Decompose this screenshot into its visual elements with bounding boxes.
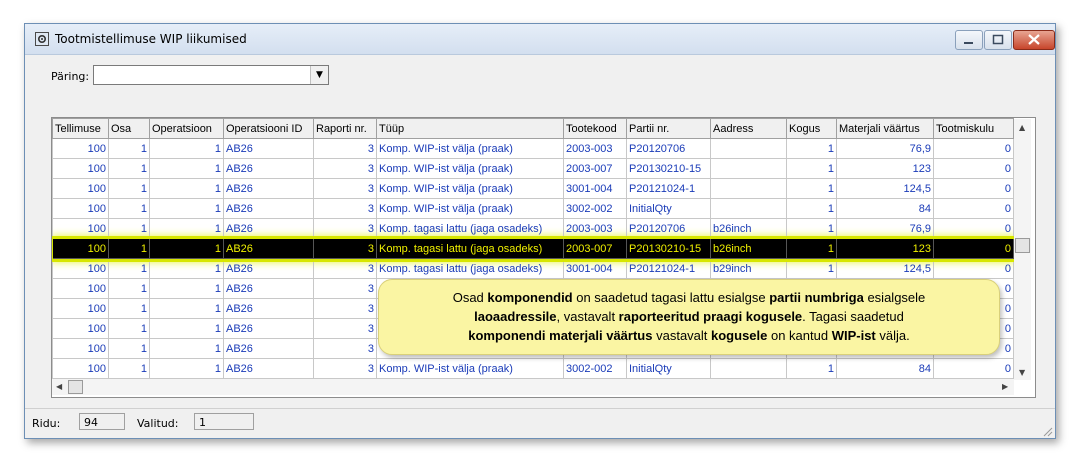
- table-cell: AB26: [224, 319, 314, 339]
- table-cell: 1: [787, 359, 837, 379]
- table-cell: 3: [314, 339, 377, 359]
- table-cell: [711, 359, 787, 379]
- table-cell: 2003-003: [564, 139, 627, 159]
- table-cell: 1: [109, 199, 150, 219]
- table-cell: 1: [150, 159, 224, 179]
- column-header[interactable]: Osa: [109, 119, 150, 139]
- table-cell: 2003-003: [564, 219, 627, 239]
- table-cell: 0: [934, 279, 1014, 299]
- table-cell: 1: [150, 299, 224, 319]
- table-cell: 100: [53, 219, 109, 239]
- status-bar: [25, 408, 1055, 439]
- table-cell: P20121024-1: [627, 259, 711, 279]
- vertical-scrollbar[interactable]: [1014, 119, 1031, 380]
- close-icon: [1014, 31, 1054, 49]
- table-cell: 1: [109, 319, 150, 339]
- table-cell: 1: [109, 139, 150, 159]
- table-cell: 0: [934, 239, 1014, 259]
- table-cell: b29inch: [711, 259, 787, 279]
- callout-line-1: Osad komponendid on saadetud tagasi lattu esialgse partii numbriga esialgsele: [452, 290, 926, 305]
- table-cell: 1: [150, 359, 224, 379]
- table-row[interactable]: [53, 259, 1014, 279]
- table-cell: AB26: [224, 359, 314, 379]
- query-label: Päring:: [51, 70, 90, 83]
- scroll-down-icon[interactable]: ▼: [1019, 368, 1026, 377]
- table-cell: 3: [314, 279, 377, 299]
- table-cell: 1: [150, 219, 224, 239]
- table-cell: 0: [934, 179, 1014, 199]
- table-cell: 1: [787, 139, 837, 159]
- table-cell: AB26: [224, 339, 314, 359]
- scroll-up-icon[interactable]: ▲: [1019, 123, 1026, 132]
- table-cell: 3: [314, 179, 377, 199]
- table-cell: 0: [934, 299, 1014, 319]
- resize-grip-icon[interactable]: [1041, 425, 1053, 437]
- table-cell: 1: [109, 339, 150, 359]
- table-cell: 3: [314, 139, 377, 159]
- explanation-callout: [378, 279, 1000, 355]
- column-header[interactable]: Operatsiooni ID: [224, 119, 314, 139]
- vertical-scroll-thumb[interactable]: [1015, 238, 1030, 253]
- table-cell: 0: [934, 219, 1014, 239]
- table-cell: 3: [314, 359, 377, 379]
- table-cell: 0: [934, 199, 1014, 219]
- table-cell: 1: [109, 159, 150, 179]
- table-cell: 1: [150, 199, 224, 219]
- table-cell: [711, 179, 787, 199]
- table-cell: b26inch: [711, 239, 787, 259]
- table-cell: 3: [314, 239, 377, 259]
- table-cell: 0: [934, 159, 1014, 179]
- column-header[interactable]: Materjali väärtus: [837, 119, 934, 139]
- scroll-right-icon[interactable]: ▶: [1002, 382, 1009, 391]
- callout-line-3: komponendi materjali väärtus vastavalt kogusele on kantud WIP-ist välja.: [468, 328, 910, 343]
- column-header[interactable]: Kogus: [787, 119, 837, 139]
- table-cell: 0: [934, 139, 1014, 159]
- table-row[interactable]: [53, 359, 1014, 379]
- title-bar: [25, 24, 1055, 55]
- table-cell: Komp. tagasi lattu (jaga osadeks): [377, 259, 564, 279]
- wip-movements-grid: [51, 117, 1036, 398]
- table-cell: 2003-007: [564, 159, 627, 179]
- table-cell: 3002-002: [564, 359, 627, 379]
- table-cell: 100: [53, 319, 109, 339]
- table-cell: 1: [787, 159, 837, 179]
- selected-count: 1: [194, 413, 254, 430]
- table-cell: 3: [314, 299, 377, 319]
- table-row[interactable]: [53, 179, 1014, 199]
- table-cell: 1: [787, 199, 837, 219]
- table-cell: 100: [53, 179, 109, 199]
- table-cell: Komp. WIP-ist välja (praak): [377, 359, 564, 379]
- table-cell: 123: [837, 159, 934, 179]
- callout-line-2: laoaadressile, vastavalt raporteeritud praagi kogusele. Tagasi saadetud: [474, 309, 904, 324]
- table-cell: AB26: [224, 179, 314, 199]
- table-cell: 1: [787, 259, 837, 279]
- table-cell: 1: [150, 339, 224, 359]
- table-cell: 3: [314, 319, 377, 339]
- table-cell: 1: [109, 279, 150, 299]
- window-title: Tootmistellimuse WIP liikumised: [55, 32, 247, 46]
- table-cell: 100: [53, 259, 109, 279]
- table-cell: P20120706: [627, 139, 711, 159]
- table-cell: 100: [53, 139, 109, 159]
- table-cell: InitialQty: [627, 199, 711, 219]
- table-row[interactable]: [53, 219, 1014, 239]
- horizontal-scrollbar[interactable]: [52, 379, 1014, 395]
- table-row[interactable]: [53, 139, 1014, 159]
- table-row-selected[interactable]: [53, 239, 1014, 259]
- table-cell: 1: [150, 239, 224, 259]
- table-cell: 3: [314, 199, 377, 219]
- table-cell: 1: [150, 319, 224, 339]
- table-cell: 3002-002: [564, 199, 627, 219]
- table-cell: 1: [150, 259, 224, 279]
- table-cell: 1: [109, 359, 150, 379]
- minimize-icon: [956, 31, 982, 49]
- table-cell: 3: [314, 259, 377, 279]
- table-cell: 1: [109, 299, 150, 319]
- rows-label: Ridu:: [32, 417, 61, 430]
- table-cell: 123: [837, 239, 934, 259]
- column-header[interactable]: Partii nr.: [627, 119, 711, 139]
- table-cell: 100: [53, 279, 109, 299]
- column-header[interactable]: Tüüp: [377, 119, 564, 139]
- table-cell: 1: [150, 279, 224, 299]
- table-row[interactable]: [53, 159, 1014, 179]
- column-header[interactable]: Raporti nr.: [314, 119, 377, 139]
- table-cell: 0: [934, 339, 1014, 359]
- table-cell: Komp. tagasi lattu (jaga osadeks): [377, 239, 564, 259]
- maximize-icon: [985, 31, 1011, 49]
- table-cell: AB26: [224, 219, 314, 239]
- table-cell: 1: [787, 239, 837, 259]
- table-row[interactable]: [53, 199, 1014, 219]
- table-header: [53, 119, 1014, 139]
- table-cell: 2003-007: [564, 239, 627, 259]
- table-cell: 1: [109, 259, 150, 279]
- column-header[interactable]: Operatsioon: [150, 119, 224, 139]
- table-cell: 84: [837, 359, 934, 379]
- column-header[interactable]: Tellimuse: [53, 119, 109, 139]
- table-cell: 1: [109, 179, 150, 199]
- table-cell: 0: [934, 359, 1014, 379]
- table-cell: [711, 199, 787, 219]
- table-cell: 100: [53, 299, 109, 319]
- scroll-left-icon[interactable]: ◀: [56, 382, 63, 391]
- table-cell: P20130210-15: [627, 159, 711, 179]
- table-cell: [711, 139, 787, 159]
- table-cell: AB26: [224, 199, 314, 219]
- table-cell: 1: [787, 179, 837, 199]
- table-cell: InitialQty: [627, 359, 711, 379]
- table-cell: 76,9: [837, 219, 934, 239]
- table-cell: [711, 159, 787, 179]
- table-cell: AB26: [224, 139, 314, 159]
- table-cell: 84: [837, 199, 934, 219]
- table-cell: Komp. WIP-ist välja (praak): [377, 139, 564, 159]
- close-button[interactable]: [1013, 30, 1055, 50]
- table-cell: Komp. WIP-ist välja (praak): [377, 199, 564, 219]
- horizontal-scroll-thumb[interactable]: [68, 380, 83, 394]
- table-cell: 3: [314, 219, 377, 239]
- chevron-down-icon[interactable]: ▼: [310, 66, 328, 84]
- table-cell: 0: [934, 319, 1014, 339]
- window-gear-icon: [35, 32, 49, 46]
- table-cell: 100: [53, 359, 109, 379]
- table-cell: 3: [314, 159, 377, 179]
- table-cell: 100: [53, 159, 109, 179]
- table-cell: 100: [53, 239, 109, 259]
- table-cell: AB26: [224, 259, 314, 279]
- table-cell: 3001-004: [564, 179, 627, 199]
- table-cell: Komp. WIP-ist välja (praak): [377, 159, 564, 179]
- table-cell: 1: [109, 219, 150, 239]
- table-cell: 0: [934, 259, 1014, 279]
- table-cell: 100: [53, 199, 109, 219]
- table-cell: 100: [53, 339, 109, 359]
- column-header[interactable]: Tootmiskulu: [934, 119, 1014, 139]
- maximize-button[interactable]: [984, 30, 1012, 50]
- table-cell: 124,5: [837, 179, 934, 199]
- wip-movements-window: [24, 23, 1056, 439]
- table-cell: P20120706: [627, 219, 711, 239]
- table-cell: b26inch: [711, 219, 787, 239]
- table-cell: Komp. WIP-ist välja (praak): [377, 179, 564, 199]
- query-select[interactable]: [93, 65, 329, 85]
- table-cell: Komp. tagasi lattu (jaga osadeks): [377, 219, 564, 239]
- table-cell: AB26: [224, 159, 314, 179]
- table-cell: AB26: [224, 299, 314, 319]
- table-cell: P20130210-15: [627, 239, 711, 259]
- column-header[interactable]: Aadress: [711, 119, 787, 139]
- table-cell: 1: [150, 139, 224, 159]
- table-cell: 1: [150, 179, 224, 199]
- minimize-button[interactable]: [955, 30, 983, 50]
- rows-count: 94: [79, 413, 125, 430]
- table-cell: 1: [787, 219, 837, 239]
- table-cell: 124,5: [837, 259, 934, 279]
- table-cell: 3001-004: [564, 259, 627, 279]
- table-cell: 76,9: [837, 139, 934, 159]
- table-cell: 1: [109, 239, 150, 259]
- table-cell: AB26: [224, 239, 314, 259]
- table-cell: P20121024-1: [627, 179, 711, 199]
- selected-label: Valitud:: [137, 417, 179, 430]
- table-cell: AB26: [224, 279, 314, 299]
- column-header[interactable]: Tootekood: [564, 119, 627, 139]
